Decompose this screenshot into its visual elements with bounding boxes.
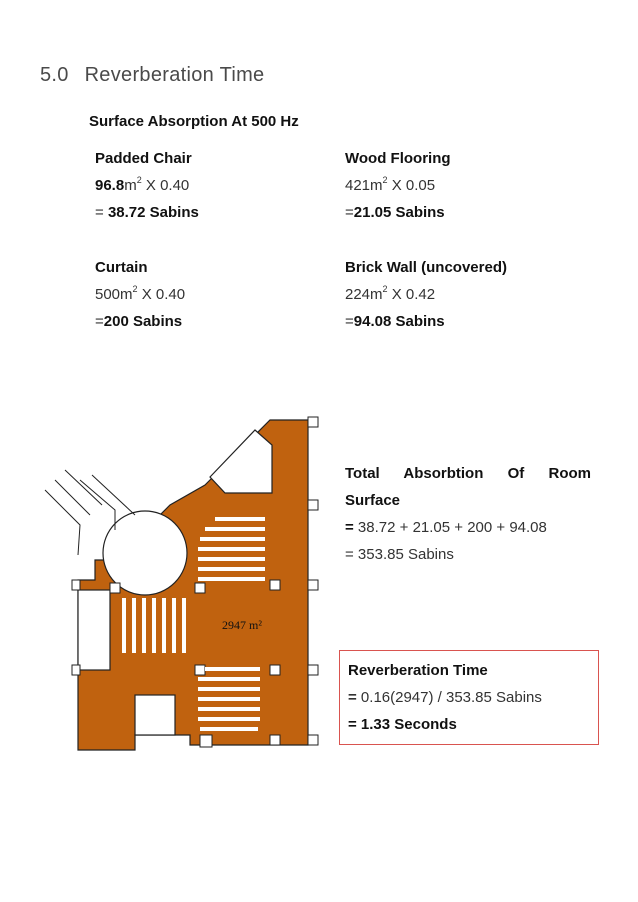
- factor: X 0.40: [145, 177, 190, 194]
- total-eq-text: 38.72 + 21.05 + 200 + 94.08: [353, 519, 547, 536]
- material-brick-wall: [345, 259, 507, 330]
- stage-circle: [103, 511, 187, 595]
- material-area: [345, 286, 507, 303]
- plan-area-label: 2947 m²: [222, 618, 262, 632]
- area-value: 500m: [95, 286, 133, 303]
- area-value: 421m: [345, 177, 383, 194]
- result-value: 21.05 Sabins: [353, 204, 445, 221]
- stair-room: [135, 695, 175, 735]
- area-unit: m: [124, 177, 137, 194]
- left-room: [78, 590, 110, 670]
- total-equation: [345, 514, 591, 541]
- factor: X 0.05: [391, 177, 436, 194]
- material-result: [345, 204, 451, 221]
- result-prefix: =: [95, 313, 104, 330]
- result-value: 200 Sabins: [103, 313, 183, 330]
- total-absorption: [345, 460, 591, 568]
- reverberation-equation: [348, 684, 598, 711]
- reverberation-box: [339, 650, 599, 745]
- factor: X 0.42: [391, 286, 436, 303]
- subheading: Surface Absorption At 500 Hz: [89, 113, 299, 130]
- squared: 2: [132, 284, 138, 294]
- material-result: [95, 204, 199, 221]
- area-value: 96.8: [95, 177, 125, 194]
- result-value: 38.72 Sabins: [107, 204, 199, 221]
- reverberation-result: = 1.33 Seconds: [348, 716, 457, 733]
- material-result: [345, 313, 507, 330]
- total-word: Room: [548, 465, 591, 482]
- squared: 2: [136, 175, 142, 185]
- total-title-line2: Surface: [345, 492, 401, 509]
- total-title-line1: [345, 460, 591, 487]
- total-result: = 353.85 Sabins: [345, 546, 454, 563]
- squared: 2: [382, 175, 388, 185]
- result-value: 94.08 Sabins: [353, 313, 445, 330]
- material-area: [345, 177, 451, 194]
- material-area: [95, 177, 199, 194]
- reverberation-title: Reverberation Time: [348, 662, 488, 679]
- area-value: 224m: [345, 286, 383, 303]
- material-name: Curtain: [95, 259, 148, 276]
- material-area: [95, 286, 185, 303]
- total-word: Absorbtion: [403, 465, 484, 482]
- upper-room: [210, 430, 272, 493]
- material-name: Wood Flooring: [345, 150, 451, 167]
- material-curtain: [95, 259, 185, 330]
- result-prefix: =: [345, 204, 354, 221]
- total-word: Total: [345, 465, 380, 482]
- material-name: Brick Wall (uncovered): [345, 259, 507, 276]
- floor-plan: [40, 405, 325, 760]
- section-number: 5.0: [40, 64, 69, 86]
- total-word: Of: [507, 465, 525, 482]
- section-title-text: Reverberation Time: [84, 64, 265, 86]
- material-wood-flooring: [345, 150, 451, 221]
- result-prefix: =: [345, 313, 354, 330]
- material-name: Padded Chair: [95, 150, 192, 167]
- material-padded-chair: [95, 150, 199, 221]
- material-result: [95, 313, 185, 330]
- reverberation-eq-text: 0.16(2947) / 353.85 Sabins: [356, 689, 542, 706]
- total-eq-prefix: =: [345, 519, 354, 536]
- factor: X 0.40: [141, 286, 186, 303]
- section-title: [40, 64, 264, 87]
- squared: 2: [382, 284, 388, 294]
- result-prefix: =: [95, 204, 108, 221]
- reverberation-eq-prefix: =: [348, 689, 357, 706]
